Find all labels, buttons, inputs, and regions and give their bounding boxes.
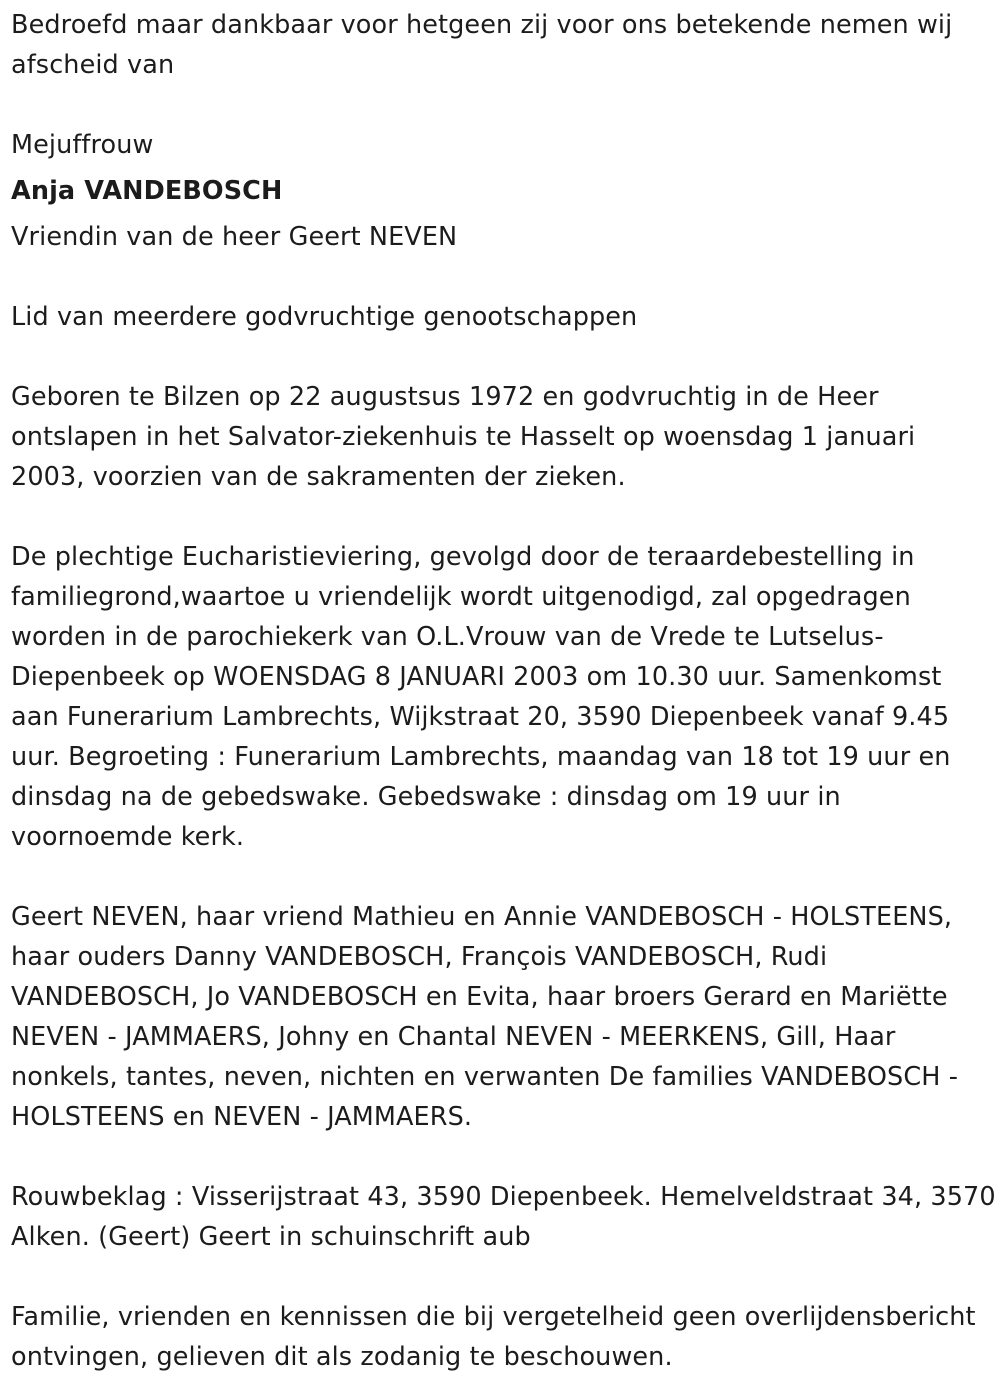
obituary-text [11, 0, 996, 1377]
notice-paragraph: Familie, vrienden en kennissen die bij vergetelheid geen overlijdensbericht ontvingen, gelieven dit als zodanig te beschouwen. [11, 1302, 976, 1372]
deceased-title: Mejuffrouw [11, 130, 154, 160]
family-paragraph: Geert NEVEN, haar vriend Mathieu en Annie VANDEBOSCH - HOLSTEENS, haar ouders Danny VANDEBOSCH, François VANDEBOSCH, Rudi VANDEBOSCH, Jo VANDEBOSCH en Evita, haar broers Gerard en Mariëtte NEVEN - JAMMAERS, Johny en Chantal NEVEN - MEERKENS, Gill, Haar nonkels, tantes, neven, nichten en verwanten De families VANDEBOSCH - HOLSTEENS en NEVEN - JAMMAERS. [11, 902, 959, 1132]
intro-paragraph: Bedroefd maar dankbaar voor hetgeen zij voor ons betekende nemen wij afscheid van [11, 10, 953, 80]
membership-paragraph: Lid van meerdere godvruchtige genootschappen [11, 302, 638, 332]
deceased-name: Anja VANDEBOSCH [11, 176, 283, 206]
birth-death-paragraph: Geboren te Bilzen op 22 augustsus 1972 en godvruchtig in de Heer ontslapen in het Salvator-ziekenhuis te Hasselt op woensdag 1 januari 2003, voorzien van de sakramenten der zieken. [11, 382, 916, 492]
relation-line: Vriendin van de heer Geert NEVEN [11, 222, 458, 252]
ceremony-paragraph: De plechtige Eucharistieviering, gevolgd door de teraardebestelling in familiegrond,waartoe u vriendelijk wordt uitgenodigd, zal opgedragen worden in de parochiekerk van O.L.Vrouw van de Vrede te Lutselus-Diepenbeek op WOENSDAG 8 JANUARI 2003 om 10.30 uur. Samenkomst aan Funerarium Lambrechts, Wijkstraat 20, 3590 Diepenbeek vanaf 9.45 uur. Begroeting : Funerarium Lambrechts, maandag van 18 tot 19 uur en dinsdag na de gebedswake. Gebedswake : dinsdag om 19 uur in voornoemde kerk. [11, 542, 951, 852]
condolence-paragraph: Rouwbeklag : Visserijstraat 43, 3590 Diepenbeek. Hemelveldstraat 34, 3570 Alken. (Geert) Geert in schuinschrift aub [11, 1182, 996, 1252]
